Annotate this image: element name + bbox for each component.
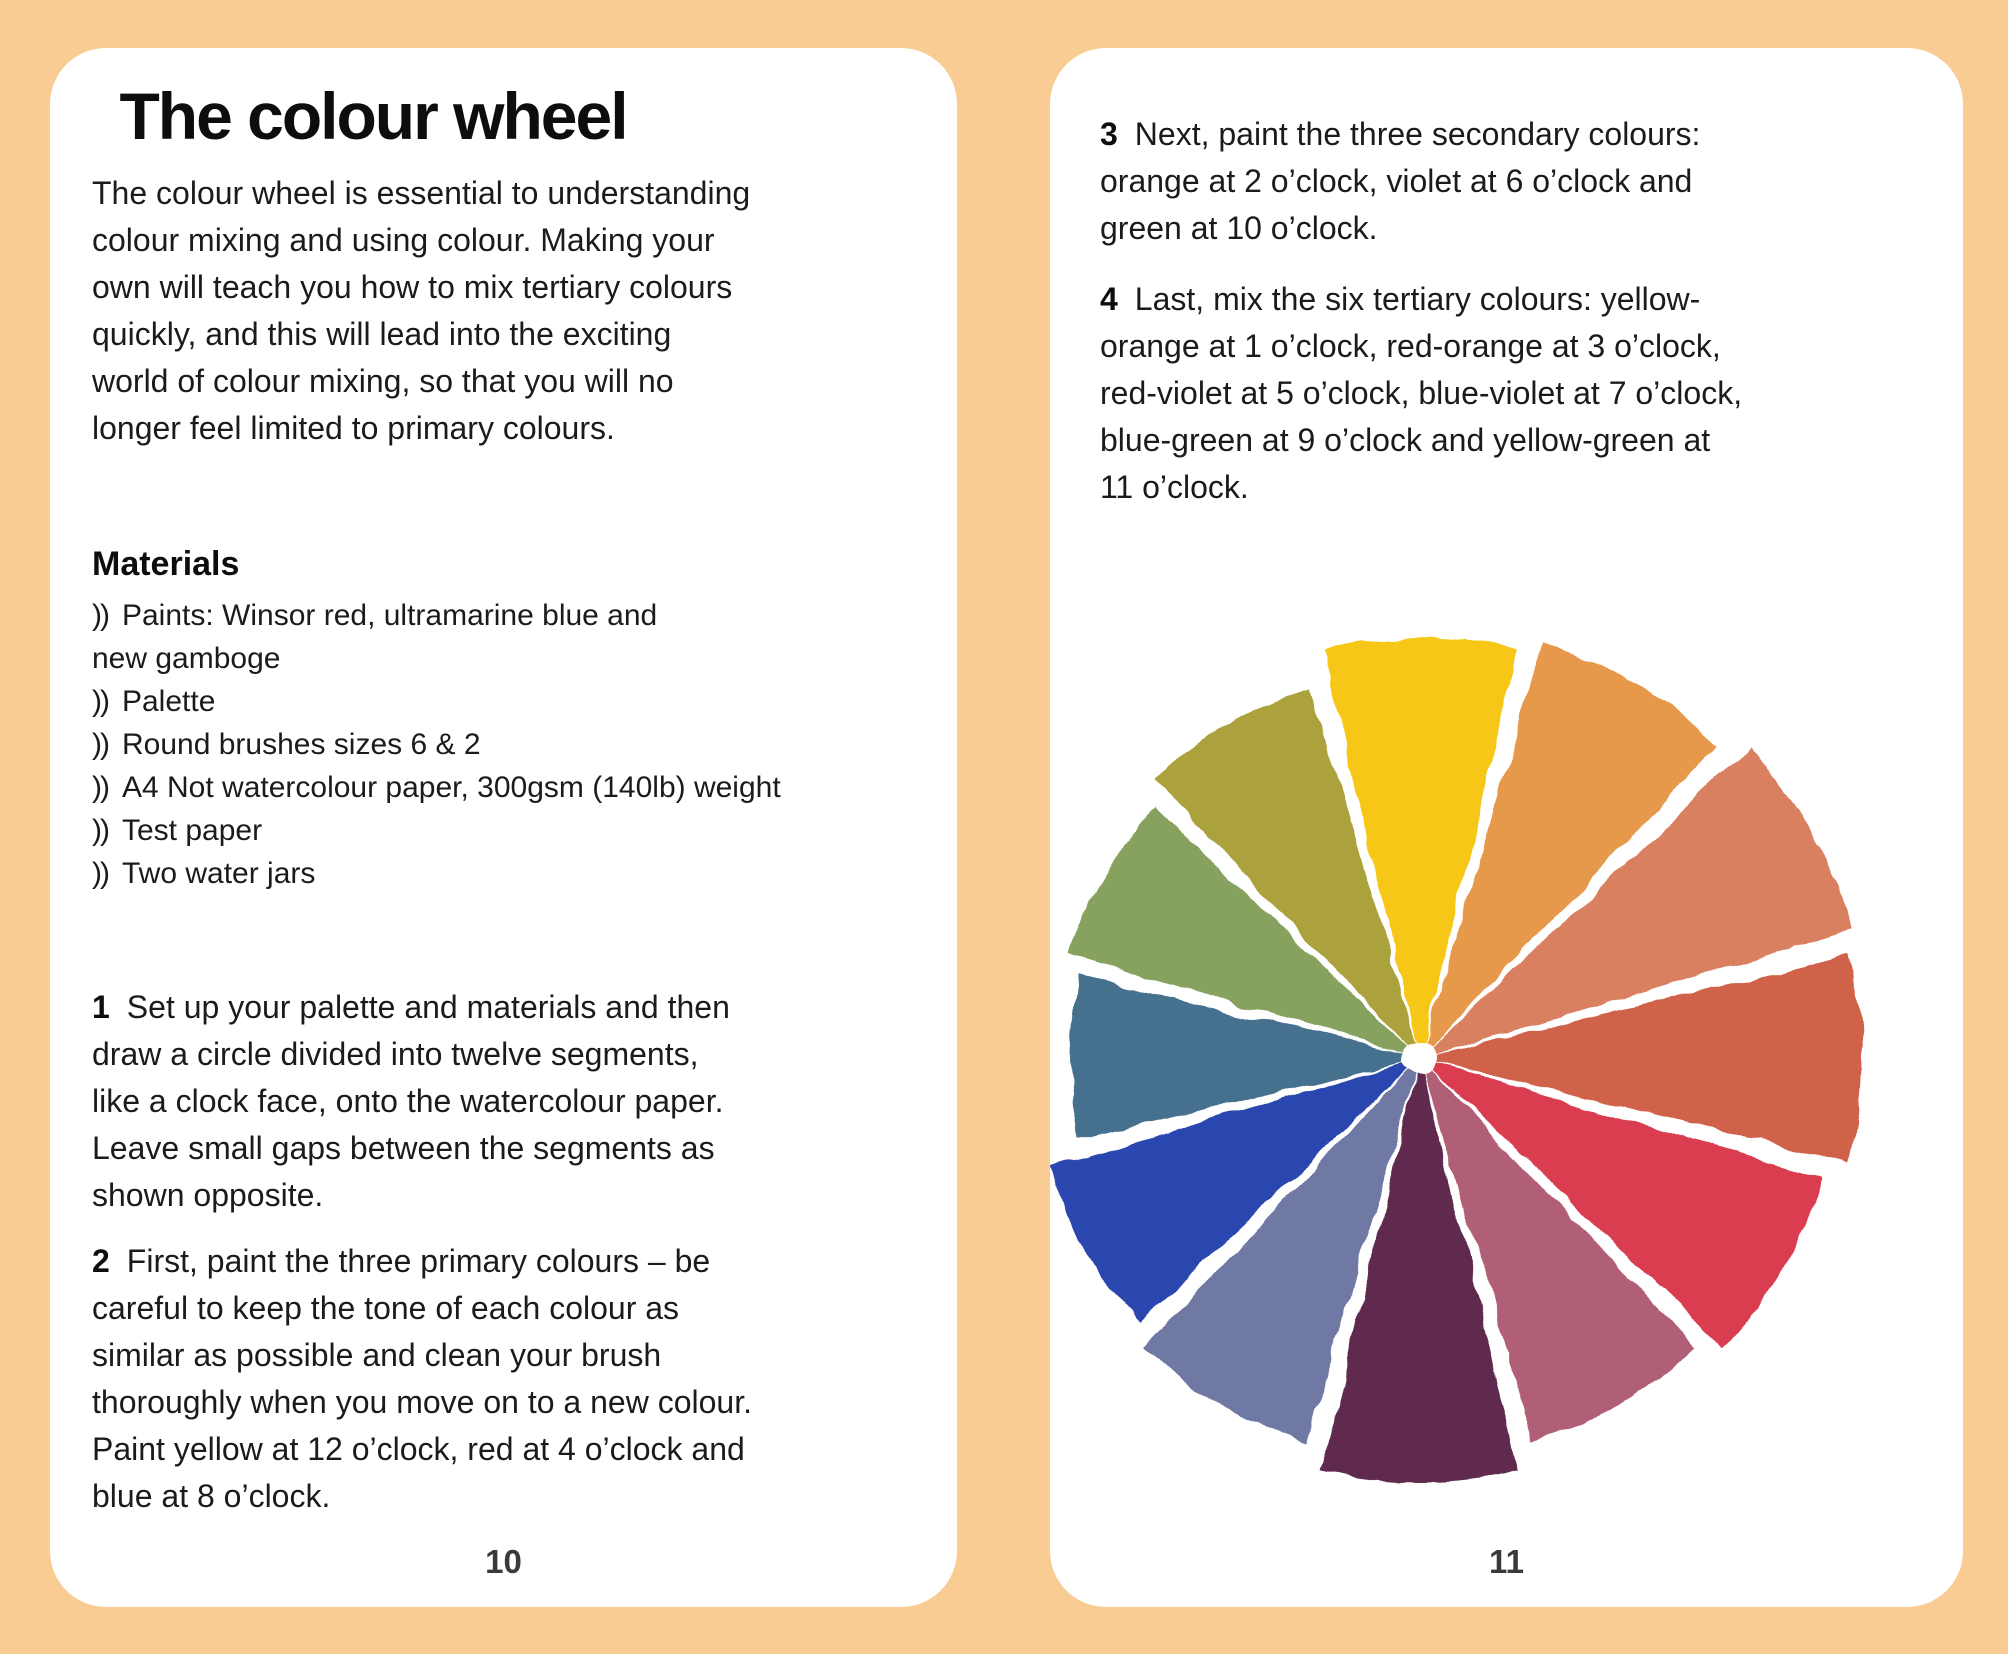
- step-2: [92, 1238, 752, 1520]
- list-bullet: )): [92, 771, 108, 804]
- text-line: similar as possible and clean your brush: [92, 1337, 662, 1373]
- material-item: [92, 766, 781, 809]
- materials-heading: Materials: [92, 545, 240, 583]
- material-item: [92, 680, 781, 723]
- text-line: colour mixing and using colour. Making your: [92, 222, 715, 258]
- material-text: Test paper: [121, 814, 263, 847]
- text-line: quickly, and this will lead into the exciting: [92, 316, 672, 352]
- list-bullet: )): [92, 685, 108, 718]
- text-line: 2 First, paint the three primary colours – be: [92, 1243, 711, 1279]
- text-line: thoroughly when you move on to a new colour.: [92, 1384, 752, 1420]
- steps-left: [92, 984, 752, 1520]
- material-item: [92, 852, 781, 895]
- list-bullet: )): [92, 728, 108, 761]
- text-line: shown opposite.: [92, 1177, 324, 1213]
- material-text: new gamboge: [92, 642, 281, 675]
- step-number: 2: [92, 1243, 110, 1279]
- text-line: draw a circle divided into twelve segments,: [92, 1036, 699, 1072]
- materials-list: [92, 594, 781, 895]
- text-line: own will teach you how to mix tertiary colours: [92, 269, 733, 305]
- text-line: blue at 8 o’clock.: [92, 1478, 331, 1514]
- text-line: 4 Last, mix the six tertiary colours: yellow-: [1100, 281, 1701, 317]
- text-line: careful to keep the tone of each colour as: [92, 1290, 680, 1326]
- list-bullet: )): [92, 814, 108, 847]
- list-bullet: )): [92, 857, 108, 890]
- text-line: 3 Next, paint the three secondary colours:: [1100, 116, 1701, 152]
- material-item: [92, 637, 781, 680]
- text-line: green at 10 o’clock.: [1100, 210, 1378, 246]
- text-line: 11 o’clock.: [1100, 469, 1249, 505]
- material-text: Round brushes sizes 6 & 2: [121, 728, 481, 761]
- text-line: Paint yellow at 12 o’clock, red at 4 o’clock and: [92, 1431, 745, 1467]
- material-text: A4 Not watercolour paper, 300gsm (140lb) weight: [121, 771, 781, 804]
- text-line: orange at 1 o’clock, red-orange at 3 o’clock,: [1100, 328, 1721, 364]
- page-number-right: 11: [1489, 1543, 1524, 1580]
- step-number: 1: [92, 989, 110, 1025]
- text-line: 1 Set up your palette and materials and then: [92, 989, 730, 1025]
- step-number: 3: [1100, 116, 1118, 152]
- page-left: [50, 48, 957, 1607]
- step-number: 4: [1100, 281, 1118, 317]
- material-text: Palette: [121, 685, 216, 718]
- material-item: [92, 594, 781, 637]
- text-line: Leave small gaps between the segments as: [92, 1130, 715, 1166]
- list-bullet: )): [92, 599, 108, 632]
- page-right: [1050, 48, 1963, 1607]
- intro-paragraph: [92, 170, 750, 452]
- text-line: The colour wheel is essential to understanding: [92, 175, 751, 211]
- material-text: Paints: Winsor red, ultramarine blue and: [121, 599, 658, 632]
- text-line: world of colour mixing, so that you will no: [92, 363, 674, 399]
- text-line: red-violet at 5 o’clock, blue-violet at 7 o’clock,: [1100, 375, 1743, 411]
- material-item: [92, 809, 781, 852]
- step-1: [92, 984, 752, 1219]
- text-line: orange at 2 o’clock, violet at 6 o’clock and: [1100, 163, 1693, 199]
- page-title: The colour wheel: [119, 79, 627, 153]
- page-number-left: 10: [485, 1543, 522, 1580]
- colour-wheel-illustration: [1050, 48, 1963, 1607]
- text-line: longer feel limited to primary colours.: [92, 410, 615, 446]
- material-text: Two water jars: [121, 857, 316, 890]
- text-line: blue-green at 9 o’clock and yellow-green at: [1100, 422, 1711, 458]
- material-item: [92, 723, 781, 766]
- colour-wheel-segments: [1051, 638, 1862, 1484]
- text-line: like a clock face, onto the watercolour paper.: [92, 1083, 724, 1119]
